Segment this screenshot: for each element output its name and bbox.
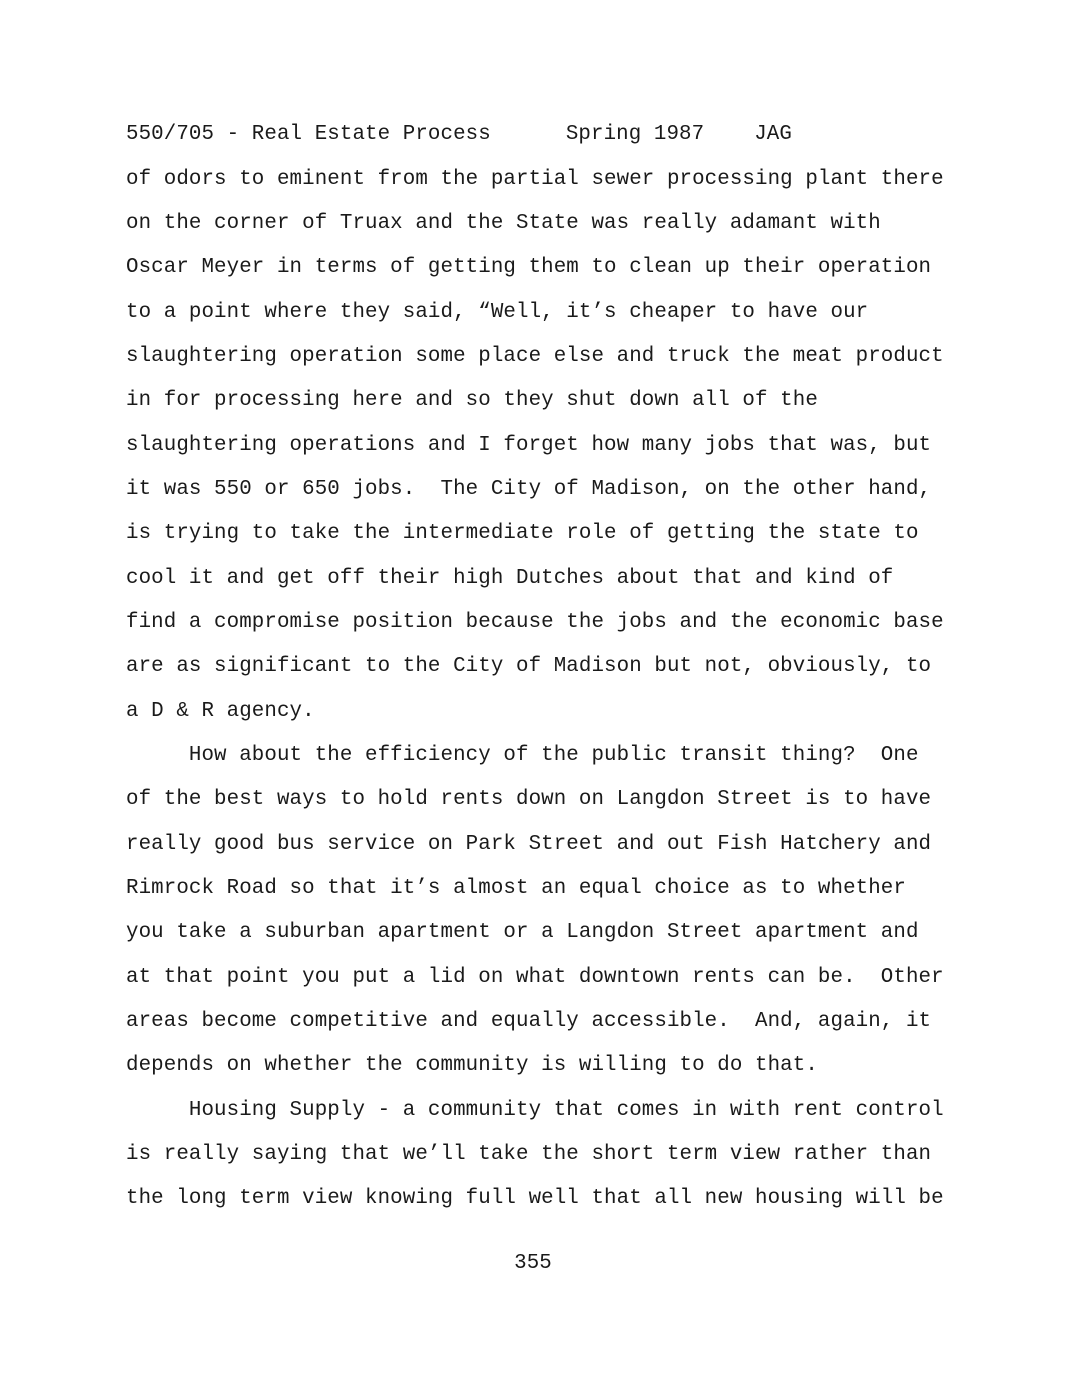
body-line: is trying to take the intermediate role of getting the state to xyxy=(126,522,919,545)
body-line: slaughtering operation some place else and truck the meat product xyxy=(126,345,944,368)
body-line: are as significant to the City of Madison but not, obviously, to xyxy=(126,655,932,678)
course-title: 550/705 - Real Estate Process xyxy=(126,123,491,146)
term-label: Spring 1987 xyxy=(565,123,705,146)
body-line: you take a suburban apartment or a Langdon Street apartment and xyxy=(126,921,919,944)
body-line: of odors to eminent from the partial sewer processing plant there xyxy=(126,168,944,191)
body-line: cool it and get off their high Dutches about that and kind of xyxy=(126,567,894,590)
page-number: 355 xyxy=(514,1252,552,1275)
body-line: a D & R agency. xyxy=(126,700,315,723)
body-line: it was 550 or 650 jobs. The City of Madison, on the other hand, xyxy=(126,478,932,501)
body-line: in for processing here and so they shut down all of the xyxy=(126,389,818,412)
body-line: of the best ways to hold rents down on Langdon Street is to have xyxy=(126,788,932,811)
body-line: is really saying that we’ll take the short term view rather than xyxy=(126,1143,932,1166)
author-initials: JAG xyxy=(754,123,792,146)
body-line: How about the efficiency of the public transit thing? One xyxy=(126,744,919,767)
body-line: at that point you put a lid on what downtown rents can be. Other xyxy=(126,966,944,989)
body-line: slaughtering operations and I forget how many jobs that was, but xyxy=(126,434,932,457)
body-line: on the corner of Truax and the State was really adamant with xyxy=(126,212,881,235)
body-line: find a compromise position because the jobs and the economic base xyxy=(126,611,944,634)
body-line: to a point where they said, “Well, it’s cheaper to have our xyxy=(126,301,869,324)
page-header xyxy=(126,123,792,147)
body-line: Housing Supply - a community that comes in with rent control xyxy=(126,1099,944,1122)
body-line: Rimrock Road so that it’s almost an equal choice as to whether xyxy=(126,877,906,900)
body-line: areas become competitive and equally accessible. And, again, it xyxy=(126,1010,932,1033)
body-line: really good bus service on Park Street and out Fish Hatchery and xyxy=(126,833,932,856)
body-line: Oscar Meyer in terms of getting them to clean up their operation xyxy=(126,256,932,279)
body-line: depends on whether the community is willing to do that. xyxy=(126,1054,818,1077)
body-line: the long term view knowing full well that all new housing will be xyxy=(126,1187,944,1210)
